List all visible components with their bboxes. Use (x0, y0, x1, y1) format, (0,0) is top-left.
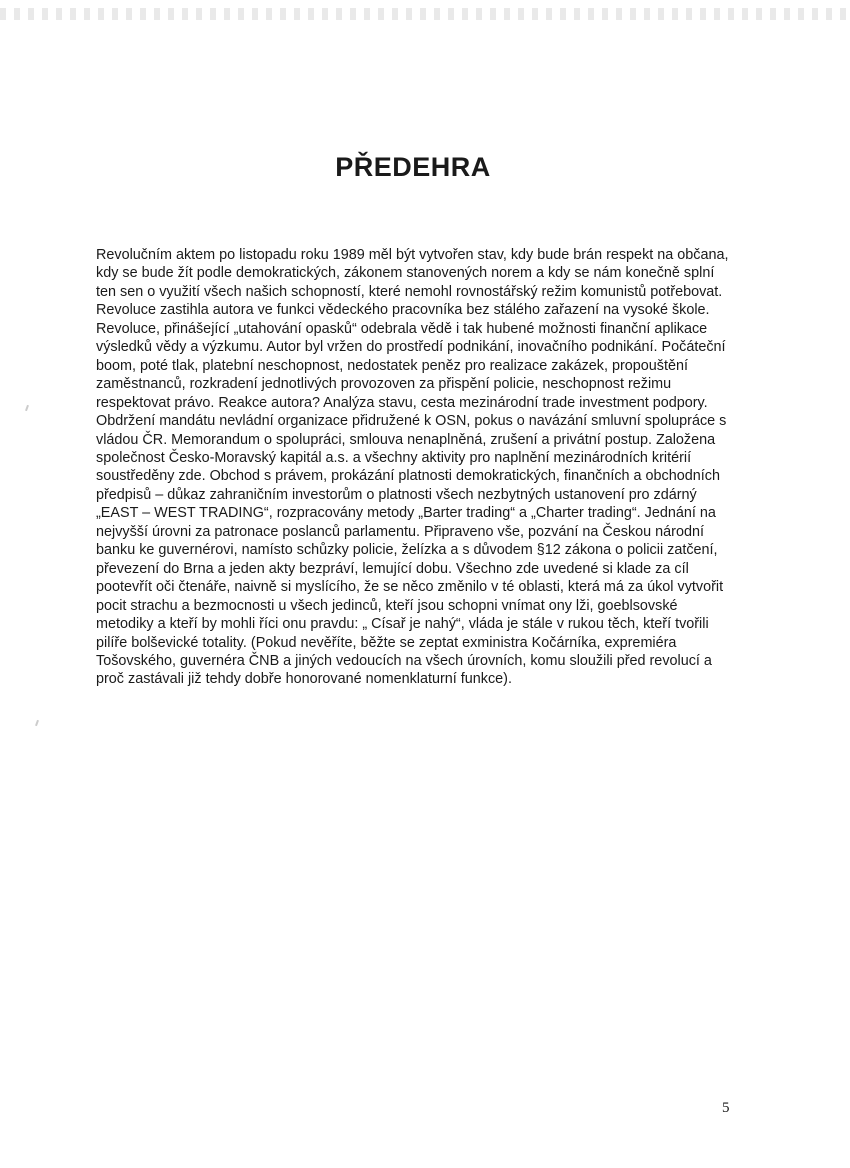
scan-speck (25, 405, 29, 411)
page-title: PŘEDEHRA (335, 152, 491, 182)
page-number: 5 (722, 1100, 730, 1116)
body-paragraph: Revolučním aktem po listopadu roku 1989 měl být vytvořen stav, kdy bude brán respekt na občana, kdy se bude žít podle demokratických, zákonem stanovených norem a kdy se nám konečně splní ten sen o využití všech našich schopností, které nemohl rovnostářský režim komunistů potřebovat. Revoluce zastihla autora ve funkci vědeckého pracovníka bez stálého zařazení na vysoké škole. Revoluce, přinášející „utahování opasků“ odebrala vědě i tak hubené možnosti finanční aplikace výsledků vědy a výzkumu. Autor byl vržen do prostředí podnikání, inovačního podnikání. Počáteční boom, poté tlak, platební neschopnost, nedostatek peněz pro realizace zakázek, propouštění zaměstnanců, rozkradení jednotlivých provozoven za přispění policie, neschopnost režimu respektovat právo. Reakce autora? Analýza stavu, cesta mezinárodní trade investment podpory. Obdržení mandátu nevládní organizace přidružené k OSN, pokus o navázání smluvní spolupráce s vládou ČR. Memorandum o spolupráci, smlouva nenaplněná, zrušení a privátní postup. Založena společnost Česko-Moravský kapitál a.s. a všechny aktivity pro naplnění mezinárodních kritérií soustředěny zde. Obchod s právem, prokázání platnosti demokratických, finančních a obchodních předpisů – důkaz zahraničním investorům o platnosti všech nezbytných ustanovení pro zdárný „EAST – WEST TRADING“, rozpracovány metody „Barter trading“ a „Charter trading“. Jednání na nejvyšší úrovni za patronace poslanců parlamentu. Připraveno vše, pozvání na Českou národní banku ke guvernérovi, namísto schůzky policie, želízka a s důvodem §12 zákona o policii zatčení, převezení do Brna a jeden akty bezpráví, lemující dobu. Všechno zde uvedené si klade za cíl pootevřít oči čtenáře, naivně si myslícího, že se něco změnilo v té oblasti, která má za úkol vytvořit pocit strachu a bezmocnosti u všech jedinců, kteří jsou schopni vnímat ony lži, goeblsovské metodiky a kteří by mohli říci onu pravdu: „ Císař je nahý“, vláda je stále v rukou těch, kteří tvořili pilíře bolševické totality. (Pokud nevěříte, běžte se zeptat exministra Kočárníka, expremiéra Tošovského, guvernéra ČNB a jiných vedoucích na všech úrovních, komu sloužili před revolucí a proč zastávali již tehdy dobře honorované nomenklaturní funkce). (96, 247, 729, 688)
scan-speck (35, 720, 39, 726)
scan-edge-artifact (0, 8, 850, 20)
